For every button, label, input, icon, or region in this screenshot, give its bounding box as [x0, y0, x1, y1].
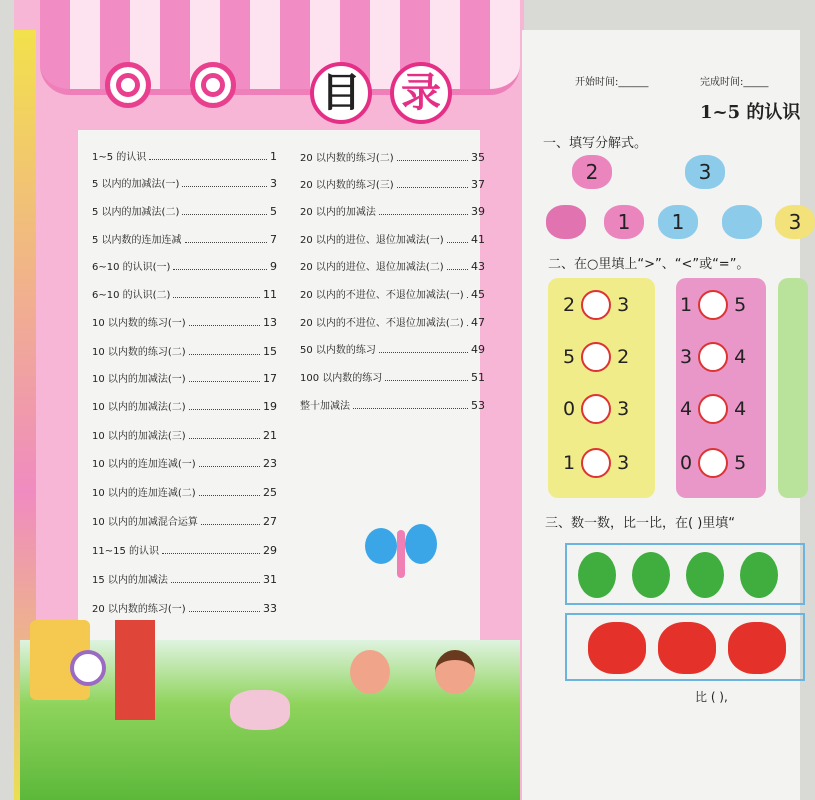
compare-item	[680, 448, 746, 478]
toc-entry[interactable]	[92, 258, 277, 273]
toc-entry[interactable]	[92, 427, 277, 442]
toc-entry-label: 5 以内的加减法(二)	[92, 207, 180, 218]
right-number: 2	[617, 346, 630, 368]
toc-entry[interactable]	[300, 176, 485, 191]
toc-entry[interactable]	[92, 513, 277, 528]
apple-icon	[658, 622, 716, 674]
compare-column-3	[778, 278, 808, 498]
answer-circle[interactable]	[581, 290, 611, 320]
toc-entry-label: 6~10 的认识(一)	[92, 262, 171, 273]
toc-leader-dots	[397, 160, 468, 161]
toc-leader-dots	[447, 242, 468, 243]
toc-entry-label: 20 以内数的练习(三)	[300, 180, 394, 191]
title-char-1: 目	[310, 62, 372, 124]
toc-page-number: 1	[270, 150, 277, 163]
right-number: 4	[734, 398, 747, 420]
toc-leader-dots	[189, 325, 260, 326]
toc-entry[interactable]	[92, 343, 277, 358]
toc-entry[interactable]	[92, 370, 277, 385]
toc-entry-label: 10 以内的连加连减(一)	[92, 459, 196, 470]
toc-page-number: 13	[263, 316, 277, 329]
toc-leader-dots	[199, 466, 260, 467]
toc-entry[interactable]	[92, 600, 277, 615]
compare-item	[680, 290, 746, 320]
toc-page-number: 11	[263, 288, 277, 301]
toc-entry[interactable]	[300, 231, 485, 246]
toc-leader-dots	[173, 297, 260, 298]
left-number: 1	[563, 452, 576, 474]
toc-leader-dots	[467, 325, 468, 326]
toc-entry[interactable]	[300, 149, 485, 164]
toc-page-number: 35	[471, 151, 485, 164]
compare-item	[563, 448, 629, 478]
toc-entry-label: 20 以内的进位、退位加减法(二)	[300, 262, 444, 273]
section-3-title: 三、数一数，比一比，在( )里填“	[545, 516, 736, 531]
toc-page-number: 47	[471, 316, 485, 329]
lollipop-swirl-icon	[105, 62, 151, 108]
toc-leader-dots	[189, 354, 260, 355]
worksheet-heading: 1~5 的认识	[700, 102, 801, 123]
toc-leader-dots	[447, 269, 468, 270]
section-1-title: 一、填写分解式。	[543, 136, 648, 151]
butterfly-illustration	[365, 520, 437, 580]
left-number: 4	[680, 398, 693, 420]
compare-item	[680, 342, 746, 372]
toc-page-number: 49	[471, 343, 485, 356]
toc-page-number: 27	[263, 515, 277, 528]
toc-entry[interactable]	[300, 286, 485, 301]
toc-leader-dots	[182, 186, 267, 187]
toc-entry-label: 6~10 的认识(二)	[92, 290, 171, 301]
compare-item	[563, 290, 629, 320]
toc-leader-dots	[185, 242, 267, 243]
toc-entry-label: 10 以内数的练习(一)	[92, 318, 186, 329]
toc-entry[interactable]	[92, 203, 277, 218]
right-number: 3	[617, 294, 630, 316]
toc-page-number: 53	[471, 399, 485, 412]
left-number: 2	[563, 294, 576, 316]
right-number: 5	[734, 452, 747, 474]
left-number: 0	[680, 452, 693, 474]
toc-entry[interactable]	[92, 148, 277, 163]
toc-entry[interactable]	[300, 397, 485, 412]
compare-item	[563, 394, 629, 424]
toc-entry-label: 20 以内数的练习(一)	[92, 604, 186, 615]
toc-page-number: 33	[263, 602, 277, 615]
toc-entry[interactable]	[92, 286, 277, 301]
toc-entry[interactable]	[92, 398, 277, 413]
toc-entry-label: 整十加减法	[300, 401, 350, 412]
toc-entry-label: 5 以内的加减法(一)	[92, 179, 180, 190]
toc-entry[interactable]	[92, 231, 277, 246]
toc-page-number: 19	[263, 400, 277, 413]
toc-entry[interactable]	[300, 369, 485, 384]
title-char-2: 录	[390, 62, 452, 124]
apple-icon	[728, 622, 786, 674]
toc-entry-label: 11~15 的认识	[92, 546, 160, 557]
frog-icon	[686, 552, 724, 598]
right-number: 3	[617, 452, 630, 474]
toc-leader-dots	[162, 553, 260, 554]
toc-entry[interactable]	[92, 484, 277, 499]
toc-leader-dots	[171, 582, 260, 583]
toc-entry-label: 20 以内的进位、退位加减法(一)	[300, 235, 444, 246]
toc-leader-dots	[201, 524, 260, 525]
toc-page-number: 29	[263, 544, 277, 557]
answer-circle[interactable]	[698, 394, 728, 424]
answer-circle[interactable]	[581, 342, 611, 372]
toc-entry-label: 10 以内的加减法(二)	[92, 402, 186, 413]
toc-page-number: 45	[471, 288, 485, 301]
tree1-right: 1	[604, 205, 644, 239]
toc-entry[interactable]	[300, 258, 485, 273]
toc-page-number: 39	[471, 205, 485, 218]
toc-entry[interactable]	[92, 455, 277, 470]
answer-circle[interactable]	[581, 448, 611, 478]
toc-leader-dots	[189, 409, 260, 410]
answer-circle[interactable]	[698, 448, 728, 478]
tree1-top: 2	[572, 155, 612, 189]
toc-leader-dots	[397, 187, 468, 188]
toc-page-number: 31	[263, 573, 277, 586]
toc-leader-dots	[379, 214, 468, 215]
apple-icon	[588, 622, 646, 674]
toc-entry[interactable]	[300, 314, 485, 329]
left-number: 3	[680, 346, 693, 368]
compare-answer-line: 比 ( ),	[695, 690, 728, 704]
toc-leader-dots	[189, 381, 260, 382]
toc-entry[interactable]	[300, 341, 485, 356]
left-number: 5	[563, 346, 576, 368]
answer-circle[interactable]	[698, 342, 728, 372]
tree3-partial: 3	[775, 205, 815, 239]
toc-entry-label: 1~5 的认识	[92, 152, 147, 163]
tree1-left[interactable]	[546, 205, 586, 239]
lollipop-swirl-icon	[190, 62, 236, 108]
toc-leader-dots	[385, 380, 468, 381]
compare-item	[680, 394, 746, 424]
left-number: 0	[563, 398, 576, 420]
toc-page-number: 9	[270, 260, 277, 273]
meadow-illustration	[20, 640, 520, 800]
toc-leader-dots	[189, 611, 260, 612]
toc-entry-label: 10 以内的加减混合运算	[92, 517, 198, 528]
frog-icon	[578, 552, 616, 598]
toc-entry[interactable]	[300, 203, 485, 218]
toc-leader-dots	[353, 408, 468, 409]
toc-leader-dots	[189, 438, 260, 439]
toc-entry-label: 20 以内数的练习(二)	[300, 153, 394, 164]
toc-leader-dots	[182, 214, 267, 215]
right-number: 3	[617, 398, 630, 420]
toc-entry[interactable]	[92, 314, 277, 329]
toc-leader-dots	[173, 269, 267, 270]
toc-page-number: 51	[471, 371, 485, 384]
toc-entry-label: 10 以内的连加连减(二)	[92, 488, 196, 499]
toc-page-number: 21	[263, 429, 277, 442]
toc-entry-label: 5 以内数的连加连减	[92, 235, 182, 246]
left-number: 1	[680, 294, 693, 316]
toc-entry-label: 20 以内的不进位、不退位加减法(二)	[300, 318, 464, 329]
toc-leader-dots	[149, 159, 267, 160]
toc-page-number: 25	[263, 486, 277, 499]
toc-entry-label: 10 以内的加减法(一)	[92, 374, 186, 385]
finish-time-label: 完成时间:_____	[700, 77, 769, 88]
tree2-top: 3	[685, 155, 725, 189]
right-number: 4	[734, 346, 747, 368]
toc-page-number: 23	[263, 457, 277, 470]
tree2-left: 1	[658, 205, 698, 239]
right-number: 5	[734, 294, 747, 316]
tree2-right[interactable]	[722, 205, 762, 239]
toc-leader-dots	[199, 495, 260, 496]
toc-page-number: 7	[270, 233, 277, 246]
toc-entry[interactable]	[92, 542, 277, 557]
frog-icon	[740, 552, 778, 598]
toc-entry-label: 10 以内的加减法(三)	[92, 431, 186, 442]
toc-leader-dots	[379, 352, 468, 353]
frog-icon	[632, 552, 670, 598]
toc-page-number: 41	[471, 233, 485, 246]
start-time-label: 开始时间:______	[575, 77, 649, 88]
toc-leader-dots	[467, 297, 468, 298]
answer-circle[interactable]	[698, 290, 728, 320]
toc-entry-label: 20 以内的加减法	[300, 207, 376, 218]
toc-page-number: 37	[471, 178, 485, 191]
toc-page-number: 5	[270, 205, 277, 218]
compare-item	[563, 342, 629, 372]
section-2-title: 二、在○里填上“>”、“<”或“=”。	[548, 257, 750, 272]
toc-entry[interactable]	[92, 571, 277, 586]
toc-entry[interactable]	[92, 175, 277, 190]
toc-page-number: 3	[270, 177, 277, 190]
toc-page-number: 43	[471, 260, 485, 273]
toc-entry-label: 15 以内的加减法	[92, 575, 168, 586]
toc-entry-label: 20 以内的不进位、不退位加减法(一)	[300, 290, 464, 301]
toc-entry-label: 50 以内数的练习	[300, 345, 376, 356]
toc-page-number: 17	[263, 372, 277, 385]
toc-page-number: 15	[263, 345, 277, 358]
toc-entry-label: 100 以内数的练习	[300, 373, 383, 384]
answer-circle[interactable]	[581, 394, 611, 424]
toc-entry-label: 10 以内数的练习(二)	[92, 347, 186, 358]
